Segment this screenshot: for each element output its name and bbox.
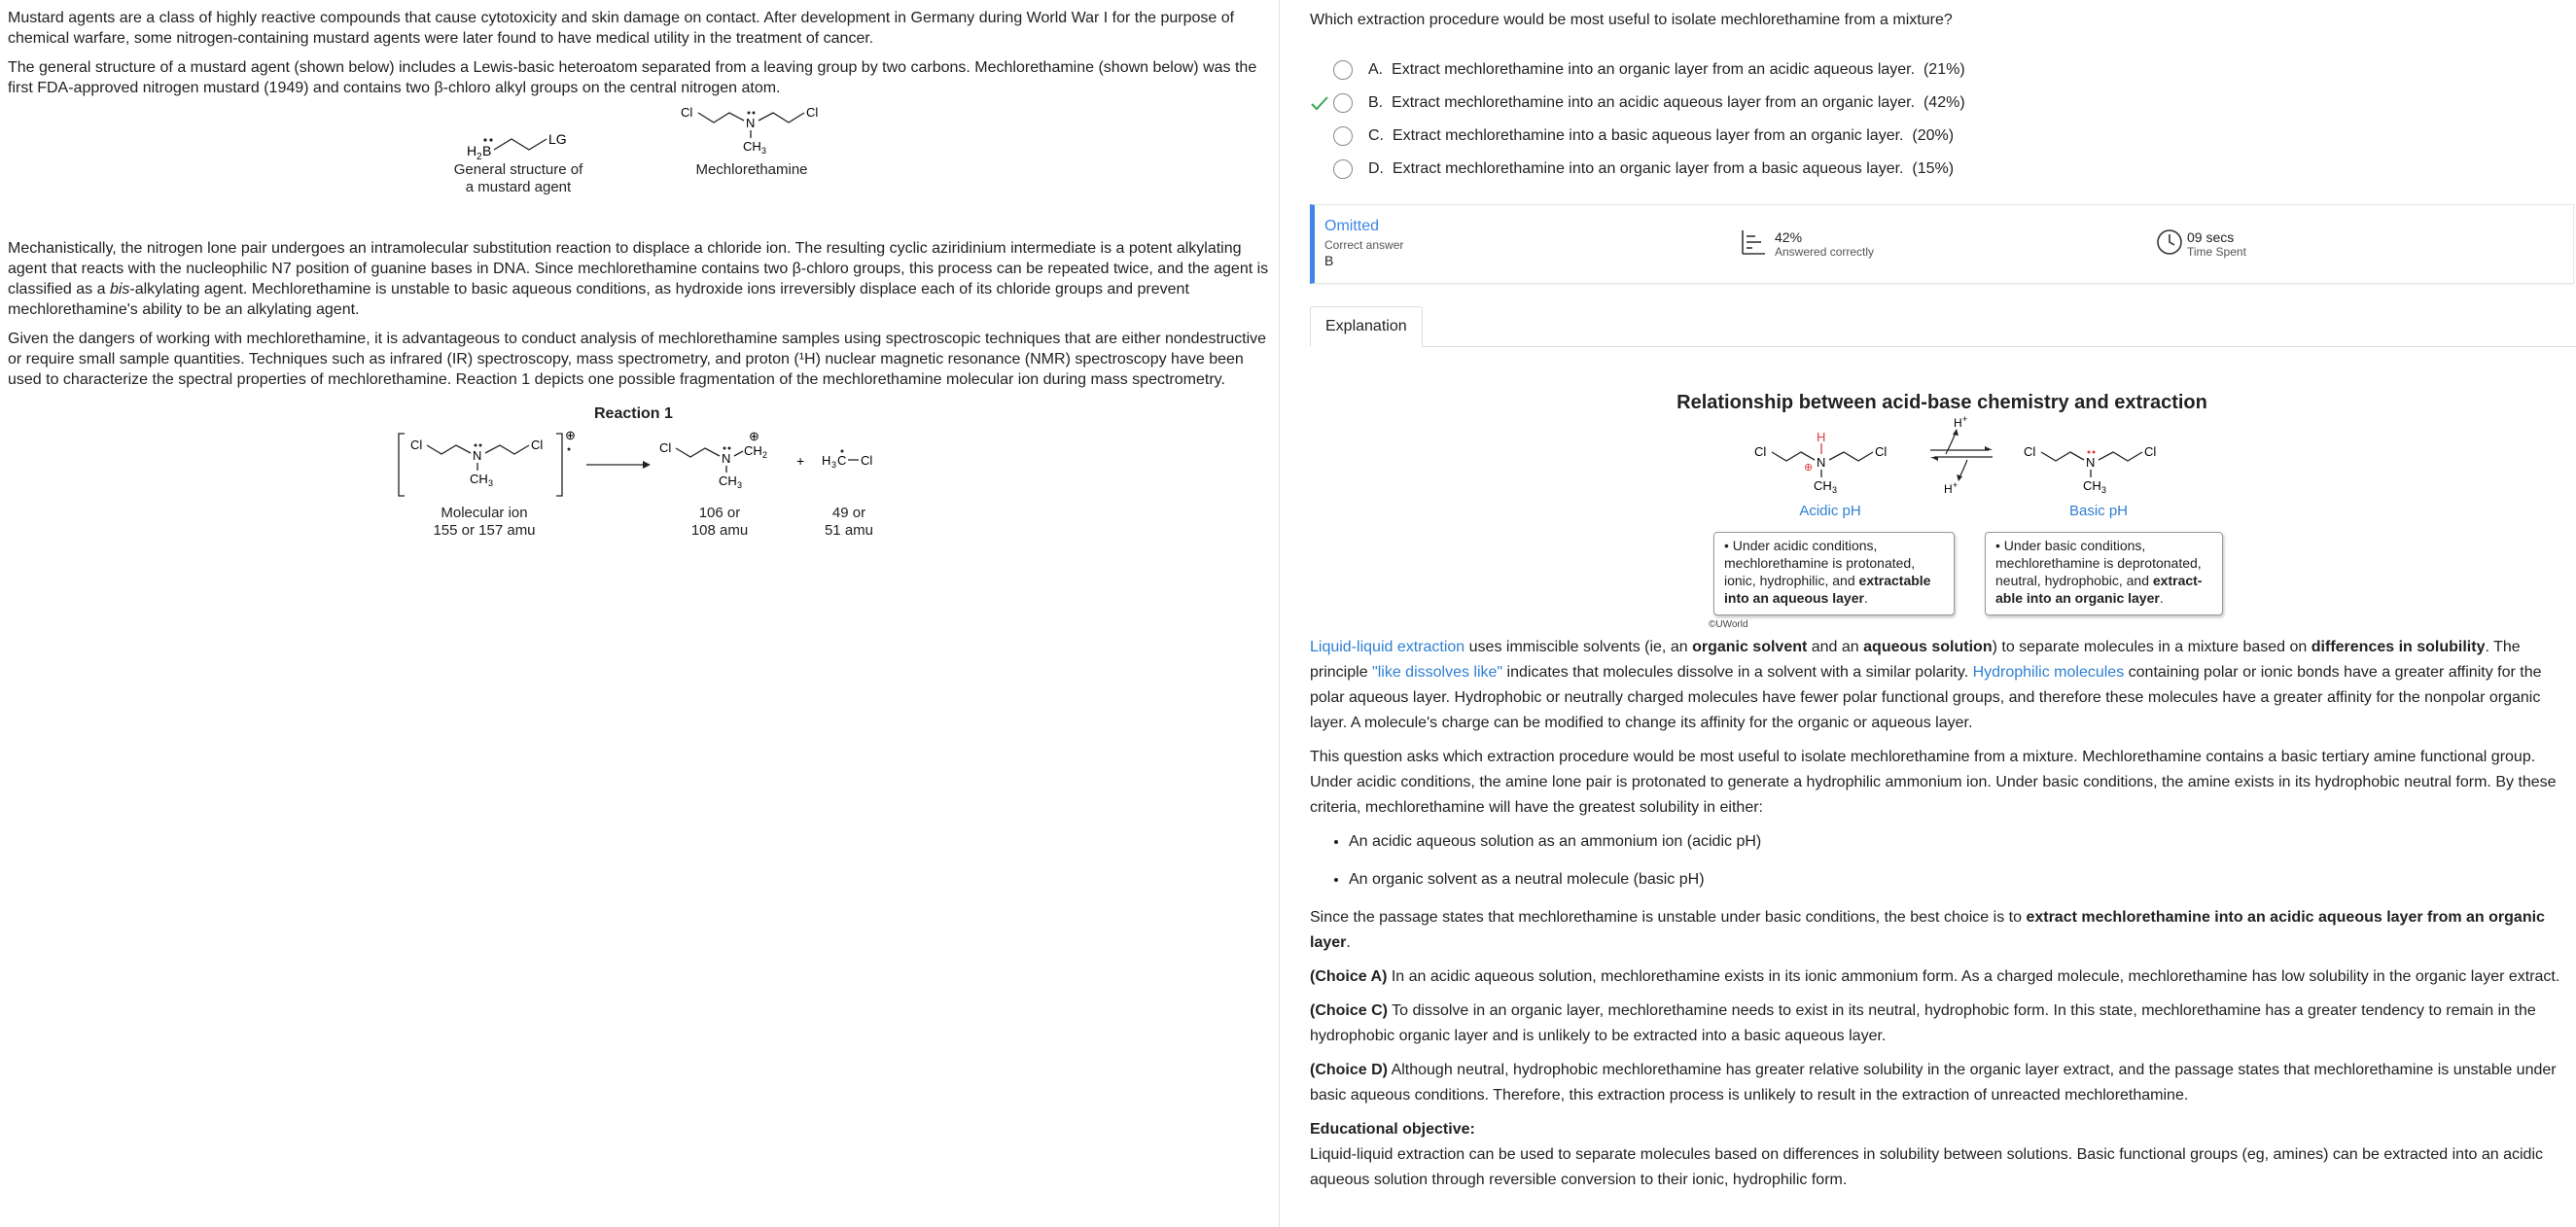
answer-choices xyxy=(1310,53,2576,186)
proton-h-label: H xyxy=(1817,430,1826,444)
acidic-conditions-box: • Under acidic conditions, mechlorethamine is protonated, ionic, hydrophilic, and extractable into an aqueous layer. xyxy=(1713,532,1955,615)
bold-text: organic solvent xyxy=(1692,639,1808,655)
acid-base-figure xyxy=(1310,367,2574,630)
box-bold-text: extract-able into an organic layer xyxy=(1995,573,2203,606)
curved-arrow-down xyxy=(1959,460,1967,477)
right-arm xyxy=(2099,452,2142,461)
sup-plus: + xyxy=(1953,480,1958,490)
clock-icon xyxy=(2156,228,2183,256)
choice-percent: (21%) xyxy=(1923,61,1965,78)
box-text: • Under basic conditions, mechlorethamine is deprotonated, neutral, hydrophobic, and xyxy=(1995,538,2202,588)
cl-label: Cl xyxy=(1754,444,1767,459)
n-label: N xyxy=(722,451,731,466)
molecular-ion-caption xyxy=(411,505,557,540)
explanation-paragraph-1 xyxy=(1310,635,2574,736)
tab-explanation[interactable]: Explanation xyxy=(1310,306,1423,347)
status-text: Omitted xyxy=(1324,218,1380,234)
text: . xyxy=(1346,934,1351,951)
sup-plus: + xyxy=(1962,414,1968,424)
left-arm xyxy=(2041,452,2084,461)
radio-button[interactable] xyxy=(1333,159,1353,179)
sub3-label: 3 xyxy=(761,146,767,156)
text: In an acidic aqueous solution, mechlorethamine exists in its ionic ammonium form. As a charged molecule, mechlorethamine has low solubility in the organic layer extract. xyxy=(1387,968,2560,985)
n-label: N xyxy=(1817,455,1826,470)
solubility-bullets xyxy=(1349,829,2576,893)
right-arm xyxy=(1829,452,1873,461)
choice-heading: (Choice D) xyxy=(1310,1062,1388,1078)
passage-paragraph-1: Mustard agents are a class of highly reactive compounds that cause cytotoxicity and skin damage on contact. After development in Germany during World War I for the purpose of chemical warfare, some nitrogen-containing mustard agents were later found to have medical utility in the treatment of cancer. xyxy=(8,10,1235,47)
link-liquid-liquid-extraction[interactable]: Liquid-liquid extraction xyxy=(1310,639,1465,655)
general-structure-caption xyxy=(445,161,591,196)
choice-b[interactable] xyxy=(1310,87,2576,120)
link-like-dissolves-like[interactable]: "like dissolves like" xyxy=(1372,664,1503,681)
choice-letter: B. xyxy=(1368,94,1384,111)
correct-answer-label: Correct answer xyxy=(1324,238,1404,252)
percent-value: 42% xyxy=(1775,229,1803,245)
fragment-2-caption xyxy=(815,505,883,540)
reaction-title: Reaction 1 xyxy=(594,405,673,422)
lone-pair-dot xyxy=(479,444,482,447)
time-spent-block xyxy=(2156,215,2246,260)
explanation-paragraph-3 xyxy=(1310,905,2574,956)
bold-text: aqueous solution xyxy=(1863,639,1993,655)
left-arm xyxy=(698,113,744,123)
choice-a-explanation xyxy=(1310,964,2574,990)
ch3-label: CH xyxy=(2083,478,2101,493)
lone-pair-dot xyxy=(489,138,492,141)
bold-text: extract mechlorethamine into an acidic aqueous layer from an organic layer xyxy=(1310,909,2545,951)
choice-letter: D. xyxy=(1368,160,1384,177)
n-label: N xyxy=(746,116,756,130)
structures-figure xyxy=(8,107,1272,233)
right-bracket xyxy=(556,434,562,496)
passage-paragraph-2: The general structure of a mustard agent (shown below) includes a Lewis-basic heteroatom separated from a leaving group by two carbons. Mechlorethamine (shown below) was the first FDA-approved nitrogen mustard (1949) and contains two β-chloro alkyl groups on the central nitrogen atom. xyxy=(8,59,1257,96)
cl-label: Cl xyxy=(2144,444,2157,459)
percent-label: Answered correctly xyxy=(1775,245,1875,259)
lone-pair-dot xyxy=(475,444,477,447)
correct-answer-value: B xyxy=(1324,253,1334,268)
passage-pane xyxy=(0,0,1280,1227)
choice-text: Extract mechlorethamine into a basic aqueous layer from an organic layer. xyxy=(1392,127,1904,144)
lg-label: LG xyxy=(548,131,567,147)
caption-line: 51 amu xyxy=(824,522,874,539)
n-label: N xyxy=(473,448,482,463)
sub2-label: 2 xyxy=(762,450,768,460)
choice-text: Extract mechlorethamine into an acidic aqueous layer from an organic layer. xyxy=(1392,94,1916,111)
radical-dot xyxy=(841,450,844,453)
time-value: 09 secs xyxy=(2187,229,2235,245)
left-arm xyxy=(1772,452,1815,461)
left-arm xyxy=(427,445,471,454)
bullet-item: • An organic solvent as a neutral molecule (basic pH) xyxy=(1349,867,2576,893)
reaction-arrow xyxy=(584,455,653,474)
acidic-ph-label: Acidic pH xyxy=(1799,503,1861,519)
choice-percent: (20%) xyxy=(1912,127,1955,144)
cl-label: Cl xyxy=(806,105,819,120)
lone-pair-dot xyxy=(2093,451,2096,454)
neutral-mechlorethamine xyxy=(2022,425,2177,503)
sub3-label: 3 xyxy=(737,480,743,490)
correct-check-icon xyxy=(1310,93,1329,113)
cl-label: Cl xyxy=(410,438,423,452)
caption-line: General structure of xyxy=(453,161,583,178)
explanation-paragraph-2: This question asks which extraction procedure would be most useful to isolate mechlorethamine from a mixture. Mechlorethamine contains a basic tertiary amine functional group. Under acidic conditions, the amine lone pair is protonated to generate a hydrophilic ammonium ion. Under basic conditions, the amine exists in its hydrophobic neutral form. By these criteria, mechlorethamine will have the greatest solubility in either: xyxy=(1310,749,2557,816)
answer-stats-panel xyxy=(1310,204,2574,284)
lone-pair-dot xyxy=(728,447,731,450)
radical-dot xyxy=(568,448,571,451)
h-plus-label: H xyxy=(1944,482,1953,496)
sub3-label: 3 xyxy=(831,460,837,470)
h-label: H xyxy=(467,143,477,158)
ch3-label: CH xyxy=(719,473,737,488)
choice-text: Extract mechlorethamine into an organic layer from a basic aqueous layer. xyxy=(1392,160,1904,177)
text: containing polar or ionic bonds have a greater affinity for the polar aqueous layer. Hydrophobic or neutrally charged molecules have fewer polar functional groups, and therefore these molecules have a greater affinity for the nonpolar organic layer. A molecule's charge can be modified to change its affinity for the organic or aqueous layer. xyxy=(1310,664,2542,731)
choice-d[interactable] xyxy=(1310,153,2576,186)
text: Although neutral, hydrophobic mechlorethamine has greater relative solubility in the organic layer extract, and the passage states that mechlorethamine is unstable under basic aqueous conditions. Therefore, this extraction process is unlikely to result in the extraction of unreacted mechlorethamine. xyxy=(1310,1062,2557,1104)
cation-symbol: ⊕ xyxy=(1804,462,1814,473)
ch3-label: CH xyxy=(470,472,488,486)
choice-d-explanation xyxy=(1310,1058,2574,1108)
basic-ph-label: Basic pH xyxy=(2068,503,2129,519)
link-hydrophilic-molecules[interactable]: Hydrophilic molecules xyxy=(1972,664,2125,681)
status-block xyxy=(1324,215,1403,268)
p3-italic: bis xyxy=(109,281,130,298)
right-arm xyxy=(759,113,804,123)
fragment-1-structure xyxy=(657,428,784,506)
cl-label: Cl xyxy=(2024,444,2036,459)
text: and an xyxy=(1807,639,1864,655)
cation-symbol: ⊕ xyxy=(749,429,759,443)
sub3-label: 3 xyxy=(2101,485,2107,495)
h-plus-label: H xyxy=(1954,416,1962,430)
caption-line: Molecular ion xyxy=(441,505,528,521)
cl-label: Cl xyxy=(861,453,873,468)
passage-paragraph-3 xyxy=(8,238,1271,320)
sub3-label: 3 xyxy=(1832,485,1838,495)
p3-text-a: Mechanistically, the nitrogen lone pair undergoes an intramolecular substitution reaction to displace a chloride ion. The resulting cyclic aziridinium intermediate is a potent alkylating agent that reacts with the nucleophilic N7 position of guanine bases in DNA. Since mechlorethamine contains two β-chloro groups, this process can be repeated twice, and the agent is classified as a xyxy=(8,240,1269,298)
p3-text-b: -alkylating agent. Mechlorethamine is unstable to basic aqueous conditions, as hydroxide ions irreversibly displace each of its chloride groups and prevent mechlorethamine's ability to be an alkylating agent. xyxy=(8,281,1189,318)
choice-heading: (Choice C) xyxy=(1310,1002,1388,1019)
radio-button[interactable] xyxy=(1333,60,1353,80)
choice-c-explanation xyxy=(1310,999,2574,1049)
lone-pair-dot xyxy=(753,112,756,115)
carbon-chain xyxy=(494,139,547,150)
sub3-label: 3 xyxy=(488,478,494,488)
text: indicates that molecules dissolve in a solvent with a similar polarity. xyxy=(1502,664,1973,681)
choice-percent: (42%) xyxy=(1923,94,1965,111)
right-arm xyxy=(485,445,529,454)
left-bracket xyxy=(399,434,405,496)
tab-bar xyxy=(1310,306,2576,347)
ch3-label: CH xyxy=(743,139,761,154)
passage-paragraph-4: Given the dangers of working with mechlorethamine, it is advantageous to conduct analysis of mechlorethamine samples using spectroscopic techniques that are either nondestructive or require small sample quantities. Techniques such as infrared (IR) spectroscopy, mass spectrometry, and proton (¹H) nuclear magnetic resonance (NMR) spectroscopy have been used to characterize the spectral properties of mechlorethamine. Reaction 1 depicts one possible fragmentation of the mechlorethamine molecular ion during mass spectrometry. xyxy=(8,331,1267,388)
lone-pair-dot xyxy=(2088,451,2091,454)
sub2-label: 2 xyxy=(476,152,482,162)
educational-objective-heading: Educational objective: xyxy=(1310,1121,1475,1138)
figure-title: Relationship between acid-base chemistry and extraction xyxy=(1676,392,2207,413)
mechlorethamine-structure xyxy=(679,97,873,156)
reaction-1-figure xyxy=(8,399,1272,554)
choice-text: Extract mechlorethamine into an organic layer from an acidic aqueous layer. xyxy=(1392,61,1916,78)
bar-chart-icon xyxy=(1740,228,1767,256)
choice-letter: A. xyxy=(1368,61,1384,78)
ch3-label: CH xyxy=(1814,478,1832,493)
text: ) to separate molecules in a mixture based on xyxy=(1992,639,2311,655)
lone-pair-dot xyxy=(748,112,751,115)
mechlorethamine-caption: Mechlorethamine xyxy=(695,161,808,178)
molecular-ion-structure xyxy=(397,428,611,506)
caption-line: 155 or 157 amu xyxy=(433,522,536,539)
question-stem: Which extraction procedure would be most useful to isolate mechlorethamine from a mixture? xyxy=(1310,12,1953,28)
plus-sign xyxy=(793,451,812,471)
bond xyxy=(734,451,743,456)
question-pane xyxy=(1281,0,2576,1227)
educational-objective-text: Liquid-liquid extraction can be used to separate molecules based on differences in solubility between solutions. Basic functional groups (eg, amines) can be extracted into an acidic aqueous solution through reversible conversion to their ionic, hydrophilic form. xyxy=(1310,1146,2544,1188)
percent-correct-block xyxy=(1740,215,1874,260)
cl-label: Cl xyxy=(659,440,672,455)
radical-cation-symbol: ⊕ xyxy=(565,428,576,442)
caption-line: 49 or xyxy=(831,505,866,521)
cl-label: Cl xyxy=(531,438,544,452)
lone-pair-dot xyxy=(483,138,486,141)
choice-letter: C. xyxy=(1368,127,1384,144)
text: To dissolve in an organic layer, mechlorethamine needs to exist in its neutral, hydrophobic form. In this state, mechlorethamine has a greater tendency to remain in the hydrophobic organic layer and is unlikely to be extracted into a basic aqueous layer. xyxy=(1310,1002,2536,1044)
cl-label: Cl xyxy=(1875,444,1888,459)
b-label: B xyxy=(482,143,492,158)
box-text: • Under acidic conditions, mechlorethamine is protonated, ionic, hydrophilic, and xyxy=(1724,538,1916,588)
ch2-label: CH xyxy=(744,443,762,458)
caption-line: 108 amu xyxy=(690,522,749,539)
text: uses immiscible solvents (ie, an xyxy=(1464,639,1693,655)
radio-button[interactable] xyxy=(1333,93,1353,113)
text: . The principle xyxy=(1310,639,2521,681)
caption-line: 106 or xyxy=(698,505,741,521)
lone-pair-dot xyxy=(723,447,726,450)
choice-c[interactable] xyxy=(1310,120,2576,153)
text: Since the passage states that mechlorethamine is unstable under basic conditions, the best choice is to xyxy=(1310,909,2027,926)
time-label: Time Spent xyxy=(2187,245,2246,259)
protonated-mechlorethamine xyxy=(1752,425,1908,503)
c-label: C xyxy=(837,453,847,468)
equilibrium-arrows xyxy=(1924,413,2002,501)
bullet-item: • An acidic aqueous solution as an ammonium ion (acidic pH) xyxy=(1349,829,2576,855)
plus-text: + xyxy=(796,453,805,469)
n-label: N xyxy=(2086,455,2096,470)
caption-line: a mustard agent xyxy=(465,179,572,195)
h-label: H xyxy=(822,453,831,468)
curved-arrow-up xyxy=(1946,433,1956,454)
copyright-text: ©UWorld xyxy=(1709,619,1748,630)
box-bold-text: extractable into an aqueous layer xyxy=(1724,573,1931,606)
basic-conditions-box: • Under basic conditions, mechlorethamine is deprotonated, neutral, hydrophobic, and extract-able into an organic layer. xyxy=(1985,532,2223,615)
choice-percent: (15%) xyxy=(1912,160,1955,177)
cl-label: Cl xyxy=(681,105,693,120)
radio-button[interactable] xyxy=(1333,126,1353,146)
fragment-1-caption xyxy=(681,505,759,540)
choice-a[interactable] xyxy=(1310,53,2576,87)
bold-text: differences in solubility xyxy=(2311,639,2486,655)
chain xyxy=(676,448,720,457)
choice-heading: (Choice A) xyxy=(1310,968,1388,985)
fragment-2-structure xyxy=(820,443,898,482)
